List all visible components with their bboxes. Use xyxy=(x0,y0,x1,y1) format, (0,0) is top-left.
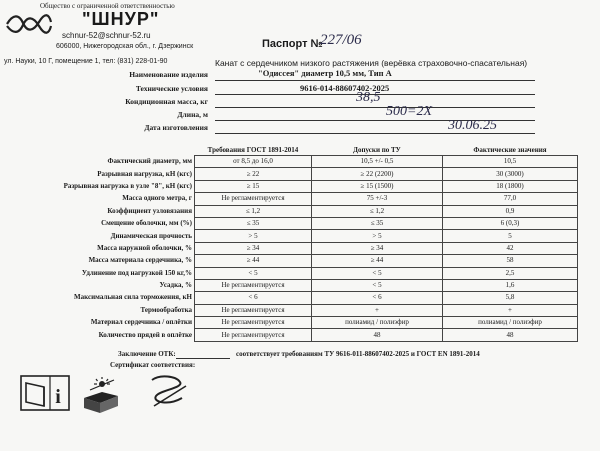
field-label-tech-spec: Технические условия xyxy=(135,84,208,93)
table-row xyxy=(30,205,578,217)
row-label: Количество прядей в оплётке xyxy=(98,330,192,339)
table-header-tu: Допуски по ТУ xyxy=(353,146,401,154)
info-icon-letter: i xyxy=(55,386,61,408)
table-header-fact: Фактические значения xyxy=(473,146,547,154)
cell-gost: < 6 xyxy=(195,292,312,304)
table-row xyxy=(30,304,578,316)
cell-fact: полиамид / полиэфир xyxy=(443,317,578,329)
cell-fact: 5 xyxy=(443,230,578,242)
row-label: Усадка, % xyxy=(159,281,192,290)
field-label-mass: Кондиционная масса, кг xyxy=(125,97,208,106)
field-value-mass: 38,5 xyxy=(356,90,381,105)
table-header-blank xyxy=(30,145,195,156)
otk-label: Заключение ОТК: xyxy=(118,350,176,358)
table-row xyxy=(30,317,578,329)
field-value-product-name: "Одиссея" диаметр 10,5 мм, Тип А xyxy=(258,68,392,78)
cell-tu: 10,5 +/- 0,5 xyxy=(312,156,443,168)
cell-fact: 1,6 xyxy=(443,279,578,291)
cell-fact: 48 xyxy=(443,329,578,341)
row-label: Масса материала сердечника, % xyxy=(88,256,192,265)
row-label: Фактический диаметр, мм xyxy=(107,157,192,166)
field-label-date: Дата изготовления xyxy=(144,123,208,132)
spec-table xyxy=(30,145,578,342)
table-row xyxy=(30,156,578,168)
signature-icon xyxy=(146,372,190,412)
cell-gost: ≤ 1,2 xyxy=(195,205,312,217)
field-underline xyxy=(215,107,535,108)
table-row xyxy=(30,255,578,267)
cell-tu: полиамид / полиэфир xyxy=(312,317,443,329)
cell-fact: 58 xyxy=(443,255,578,267)
table-row xyxy=(30,217,578,229)
product-description: Канат с сердечником низкого растяжения (верёвка страховочно-спасательная) xyxy=(215,58,528,68)
table-row xyxy=(30,230,578,242)
cell-tu: ≥ 15 (1500) xyxy=(312,180,443,192)
cell-gost: ≥ 22 xyxy=(195,168,312,180)
keep-from-sun-icon xyxy=(80,376,122,414)
table-row xyxy=(30,168,578,180)
company-address-line2: ул. Науки, 10 Г, помещение 1, тел: (831) 228-01-90 xyxy=(4,58,168,65)
cell-fact: 18 (1800) xyxy=(443,180,578,192)
cell-gost: ≥ 34 xyxy=(195,242,312,254)
cell-gost: Не регламентируется xyxy=(195,304,312,316)
table-row xyxy=(30,279,578,291)
company-brand: "ШНУР" xyxy=(82,9,160,29)
cell-fact: 5,8 xyxy=(443,292,578,304)
cell-fact: 42 xyxy=(443,242,578,254)
cell-gost: ≥ 44 xyxy=(195,255,312,267)
table-row xyxy=(30,242,578,254)
certificate-label: Сертификат соответствия: xyxy=(110,361,196,369)
cell-tu: ≤ 35 xyxy=(312,217,443,229)
field-value-date: 30.06.25 xyxy=(448,118,497,133)
table-row xyxy=(30,180,578,192)
cell-fact: 2,5 xyxy=(443,267,578,279)
field-label-product-name: Наименование изделия xyxy=(129,70,208,79)
cell-gost: < 5 xyxy=(195,267,312,279)
cell-gost: от 8,5 до 16,0 xyxy=(195,156,312,168)
table-row xyxy=(30,329,578,341)
table-row xyxy=(30,193,578,205)
field-value-length: 500=2Х xyxy=(386,104,432,119)
cell-gost: Не регламентируется xyxy=(195,317,312,329)
read-manual-icon xyxy=(20,375,70,411)
cell-tu: ≤ 1,2 xyxy=(312,205,443,217)
cell-gost: ≥ 15 xyxy=(195,180,312,192)
cell-tu: ≥ 34 xyxy=(312,242,443,254)
rope-logo-icon xyxy=(5,10,53,36)
row-label: Коэффициент узловязания xyxy=(107,206,192,215)
cell-fact: 30 (3000) xyxy=(443,168,578,180)
cell-tu: < 6 xyxy=(312,292,443,304)
row-label: Материал сердечника / оплётки xyxy=(90,318,192,327)
cell-tu: ≥ 22 (2200) xyxy=(312,168,443,180)
cell-fact: 0,9 xyxy=(443,205,578,217)
row-label: Масса наружной оболочки, % xyxy=(97,243,192,252)
otk-underline xyxy=(176,358,230,359)
company-email: schnur-52@schnur-52.ru xyxy=(62,31,151,40)
company-address-line1: 606000, Нижегородская обл., г. Дзержинск xyxy=(56,43,194,50)
cell-gost: Не регламентируется xyxy=(195,193,312,205)
cell-gost: > 5 xyxy=(195,230,312,242)
table-row xyxy=(30,267,578,279)
cell-tu: 48 xyxy=(312,329,443,341)
passport-label: Паспорт № xyxy=(262,38,323,50)
row-label: Термообработка xyxy=(140,305,192,314)
cell-gost: Не регламентируется xyxy=(195,329,312,341)
cell-tu: < 5 xyxy=(312,279,443,291)
field-underline xyxy=(215,133,535,134)
row-label: Разрывная нагрузка, кН (кгс) xyxy=(97,169,192,178)
row-label: Смещение оболочки, мм (%) xyxy=(101,219,192,228)
field-label-length: Длина, м xyxy=(177,110,208,119)
row-label: Удлинение под нагрузкой 150 кг,% xyxy=(81,268,192,277)
table-row xyxy=(30,292,578,304)
otk-conclusion: соответствует требованиям ТУ 9616-011-88607402-2025 и ГОСТ EN 1891-2014 xyxy=(236,350,480,358)
row-label: Масса одного метра, г xyxy=(122,194,192,203)
passport-number: 227/06 xyxy=(320,32,362,48)
cell-tu: 75 +/-3 xyxy=(312,193,443,205)
cell-tu: + xyxy=(312,304,443,316)
company-type: Общество с ограниченной ответственностью xyxy=(40,2,175,10)
cell-tu: ≥ 44 xyxy=(312,255,443,267)
cell-gost: ≤ 35 xyxy=(195,217,312,229)
row-label: Динамическая прочность xyxy=(110,231,192,240)
cell-tu: > 5 xyxy=(312,230,443,242)
table-header-gost: Требования ГОСТ 1891-2014 xyxy=(207,146,299,154)
field-value-tech-spec: 9616-014-88607402-2025 xyxy=(300,83,390,93)
cell-tu: < 5 xyxy=(312,267,443,279)
cell-fact: 77,0 xyxy=(443,193,578,205)
cell-gost: Не регламентируется xyxy=(195,279,312,291)
row-label: Максимальная сила торможения, кН xyxy=(74,293,192,302)
field-underline xyxy=(215,80,535,81)
row-label: Разрывная нагрузка в узле "8", кН (кгс) xyxy=(63,181,192,190)
cell-fact: 10,5 xyxy=(443,156,578,168)
cell-fact: 6 (0,3) xyxy=(443,217,578,229)
table-header-row xyxy=(30,145,578,156)
cell-fact: + xyxy=(443,304,578,316)
